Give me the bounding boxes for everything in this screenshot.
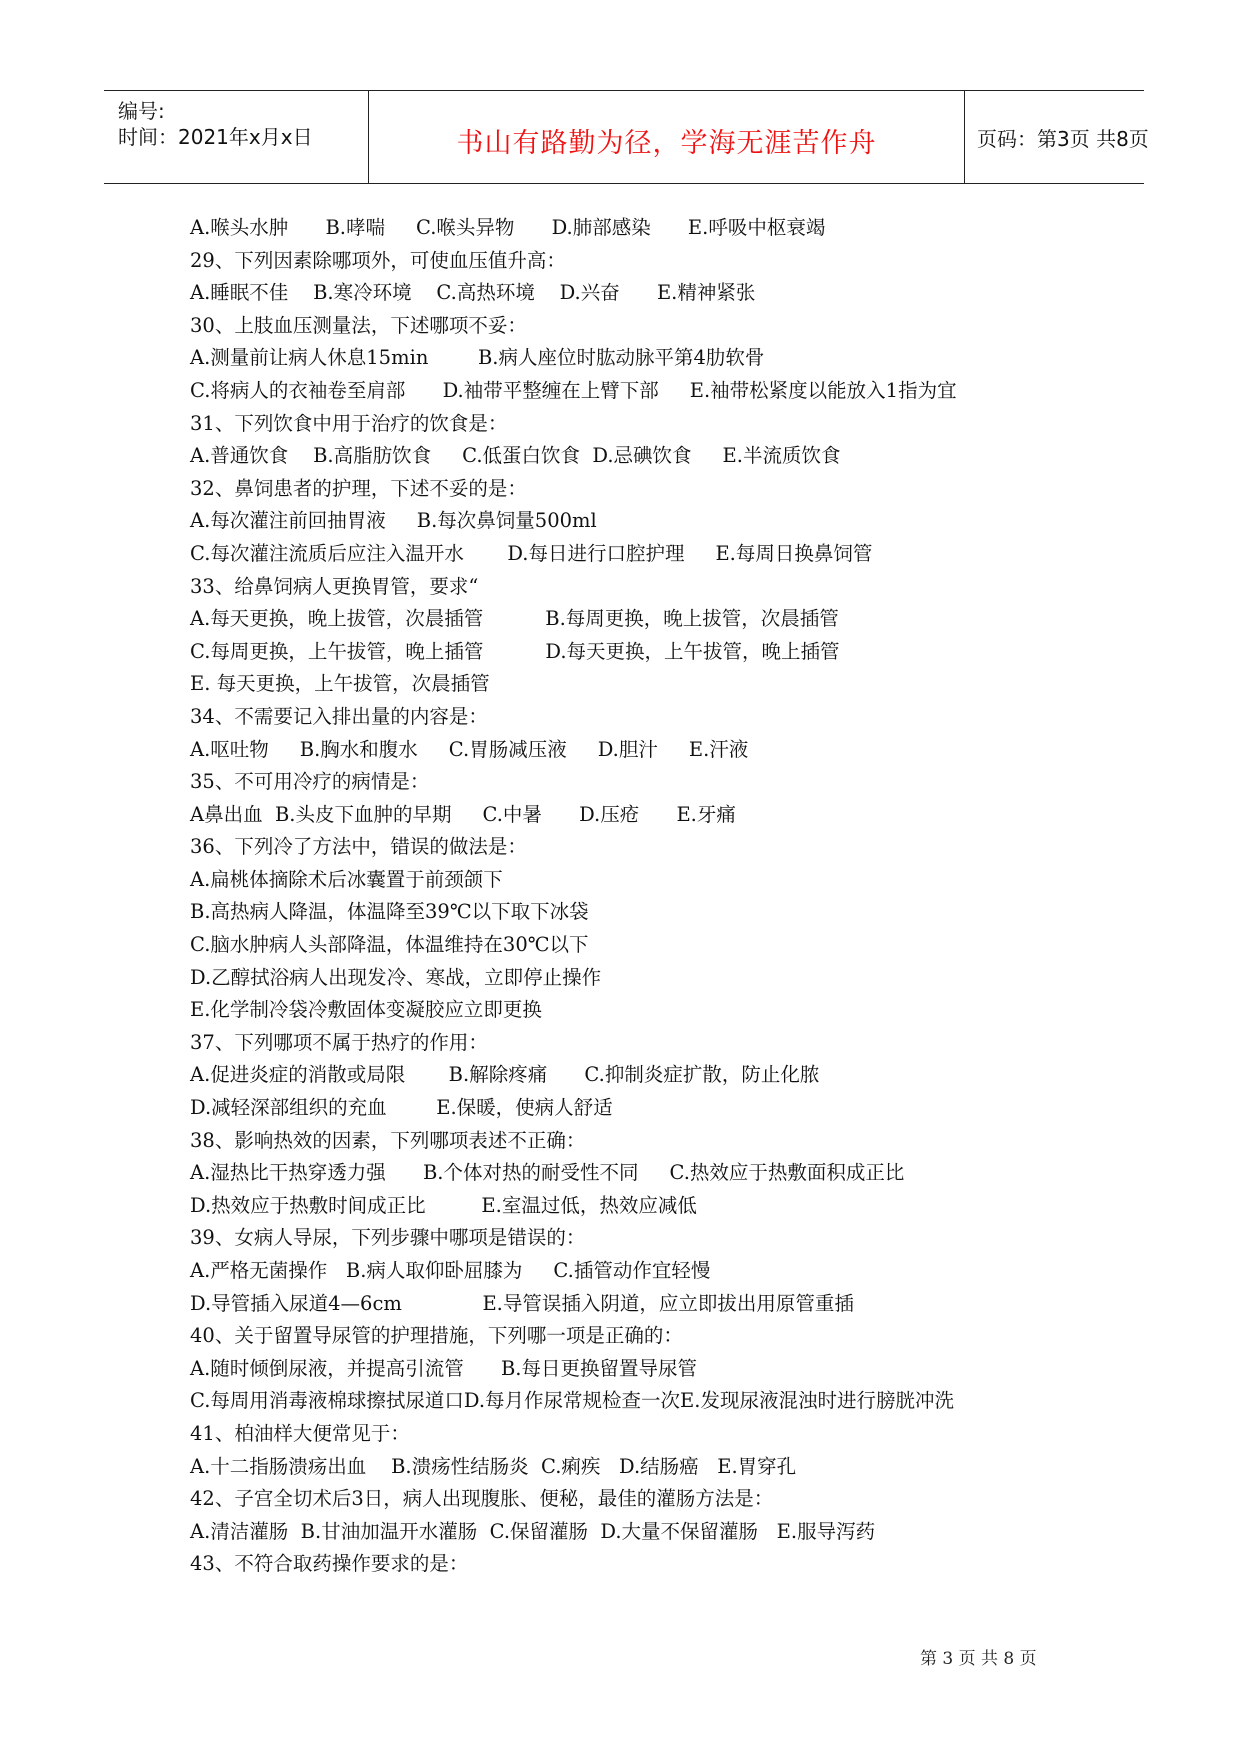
text-line: 30、上肢血压测量法，下述哪项不妥：	[190, 313, 527, 337]
text-line: D.减轻深部组织的充血 E.保暖，使病人舒适	[190, 1096, 613, 1120]
page-header	[104, 90, 1149, 184]
text-line: D.热效应于热敷时间成正比 E.室温过低，热效应减低	[190, 1193, 697, 1217]
text-line: A.清洁灌肠 B.甘油加温开水灌肠 C.保留灌肠 D.大量不保留灌肠 E.服导泻药	[190, 1519, 876, 1543]
header-motto: 书山有路勤为径，学海无涯苦作舟	[456, 128, 877, 159]
text-line: 40、关于留置导尿管的护理措施，下列哪一项是正确的：	[190, 1324, 683, 1348]
text-line: 29、下列因素除哪项外，可使血压值升高：	[190, 248, 566, 272]
text-line: A.测量前让病人休息15min B.病人座位时肱动脉平第4肋软骨	[190, 346, 765, 370]
text-line: E.化学制冷袋冷敷固体变凝胶应立即更换	[190, 998, 542, 1022]
header-motto-cell	[369, 91, 965, 183]
text-line: A.随时倾倒尿液，并提高引流管 B.每日更换留置导尿管	[190, 1356, 698, 1380]
text-line: 36、下列冷了方法中，错误的做法是：	[190, 835, 527, 859]
text-line: 31、下列饮食中用于治疗的饮食是：	[190, 411, 508, 435]
text-line: A.湿热比干热穿透力强 B.个体对热的耐受性不同 C.热效应于热敷面积成正比	[190, 1161, 905, 1185]
text-line: D.乙醇拭浴病人出现发冷、寒战，立即停止操作	[190, 965, 602, 989]
text-line: A.每天更换，晚上拔管，次晨插管 B.每周更换，晚上拔管，次晨插管	[190, 607, 839, 631]
text-line: 41、柏油样大便常见于：	[190, 1421, 410, 1445]
document-number-label: 编号:	[118, 99, 165, 123]
text-line: 33、给鼻饲病人更换胃管，要求“	[190, 574, 479, 598]
text-line: B.高热病人降温，体温降至39℃以下取下冰袋	[190, 900, 589, 924]
text-line: 42、子宫全切术后3日，病人出现腹胀、便秘，最佳的灌肠方法是：	[190, 1487, 774, 1511]
text-line: A鼻出血 B.头皮下血肿的早期 C.中暑 D.压疮 E.牙痛	[190, 802, 736, 826]
text-line: 37、下列哪项不属于热疗的作用：	[190, 1030, 488, 1054]
text-line: 32、鼻饲患者的护理，下述不妥的是：	[190, 476, 527, 500]
text-line: 35、不可用冷疗的病情是：	[190, 770, 430, 794]
text-line: C.每次灌注流质后应注入温开水 D.每日进行口腔护理 E.每周日换鼻饲管	[190, 541, 873, 565]
header-page-label: 页码：第3页 共8页	[977, 127, 1149, 151]
document-body	[190, 212, 957, 1581]
text-line: A.每次灌注前回抽胃液 B.每次鼻饲量500ml	[190, 509, 597, 533]
text-line: A.呕吐物 B.胸水和腹水 C.胃肠减压液 D.胆汁 E.汗液	[190, 737, 749, 761]
text-line: A.睡眠不佳 B.寒冷环境 C.高热环境 D.兴奋 E.精神紧张	[190, 281, 756, 305]
text-line: 39、女病人导尿，下列步骤中哪项是错误的：	[190, 1226, 586, 1250]
text-line: C.每周更换，上午拔管，晚上插管 D.每天更换，上午拔管，晚上插管	[190, 639, 840, 663]
header-info-cell	[104, 91, 369, 183]
header-page-cell	[965, 91, 1149, 183]
document-time-label: 时间：2021年x月x日	[118, 125, 313, 149]
text-line: A.十二指肠溃疡出血 B.溃疡性结肠炎 C.痢疾 D.结肠癌 E.胃穿孔	[190, 1454, 797, 1478]
text-line: A.扁桃体摘除术后冰囊置于前颈颌下	[190, 867, 503, 891]
text-line: 43、不符合取药操作要求的是：	[190, 1552, 469, 1576]
text-line: C.将病人的衣袖卷至肩部 D.袖带平整缠在上臂下部 E.袖带松紧度以能放入1指为宜	[190, 378, 957, 402]
text-line: 38、影响热效的因素，下列哪项表述不正确：	[190, 1128, 586, 1152]
text-line: 34、不需要记入排出量的内容是：	[190, 704, 488, 728]
page-footer: 第 3 页 共 8 页	[920, 1649, 1037, 1669]
text-line: C.每周用消毒液棉球擦拭尿道口D.每月作尿常规检查一次E.发现尿液混浊时进行膀胱冲洗	[190, 1389, 954, 1413]
text-line: C.脑水肿病人头部降温，体温维持在30℃以下	[190, 933, 589, 957]
text-line: A.喉头水肿 B.哮喘 C.喉头异物 D.肺部感染 E.呼吸中枢衰竭	[190, 216, 826, 239]
text-line: E. 每天更换，上午拔管，次晨插管	[190, 672, 490, 696]
text-line: A.严格无菌操作 B.病人取仰卧屈膝为 C.插管动作宜轻慢	[190, 1259, 711, 1282]
text-line: A.普通饮食 B.高脂肪饮食 C.低蛋白饮食 D.忌碘饮食 E.半流质饮食	[190, 444, 841, 468]
text-line: A.促进炎症的消散或局限 B.解除疼痛 C.抑制炎症扩散，防止化脓	[190, 1063, 820, 1087]
text-line: D.导管插入尿道4—6cm E.导管误插入阴道，应立即拔出用原管重插	[190, 1291, 854, 1315]
